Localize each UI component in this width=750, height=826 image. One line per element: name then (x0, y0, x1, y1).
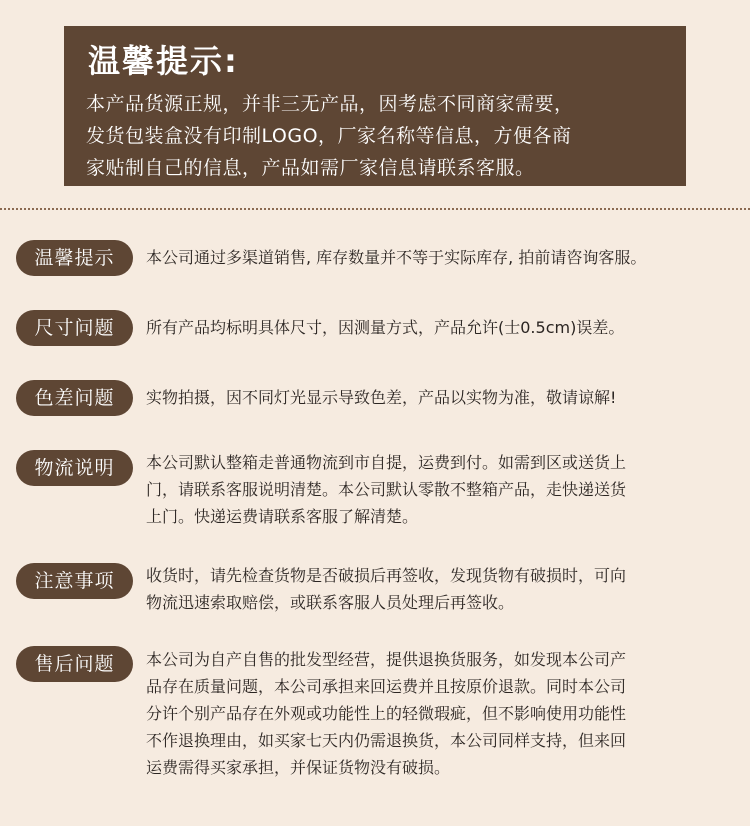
section-line: 运费需得买家承担，并保证货物没有破损。 (146, 758, 451, 777)
section-line: 门，请联系客服说明清楚。本公司默认零散不整箱产品，走快递送货 (146, 480, 627, 499)
notice-body (86, 88, 668, 184)
section-text (146, 244, 746, 271)
section-text (146, 562, 746, 616)
notice-title: 温馨提示: (88, 42, 239, 80)
section-line: 本公司通过多渠道销售, 库存数量并不等于实际库存, 拍前请咨询客服。 (146, 248, 647, 267)
notice-banner (64, 26, 686, 186)
section-text (146, 449, 746, 530)
section-line: 本公司为自产自售的批发型经营，提供退换货服务，如发现本公司产 (146, 650, 627, 669)
section-line: 物流迅速索取赔偿，或联系客服人员处理后再签收。 (146, 593, 515, 612)
section-line: 上门。快递运费请联系客服了解清楚。 (146, 507, 419, 526)
section-label: 温馨提示 (16, 240, 133, 276)
section-text (146, 384, 746, 411)
section-label: 尺寸问题 (16, 310, 133, 346)
section-label: 注意事项 (16, 563, 133, 599)
section-label: 物流说明 (16, 450, 133, 486)
section-line: 不作退换理由，如买家七天内仍需退换货，本公司同样支持，但来回 (146, 731, 627, 750)
section-line: 所有产品均标明具体尺寸，因测量方式，产品允许(士0.5cm)误差。 (146, 318, 625, 337)
section-line: 本公司默认整箱走普通物流到市自提，运费到付。如需到区或送货上 (146, 453, 627, 472)
section-text (146, 314, 746, 341)
section-label: 售后问题 (16, 646, 133, 682)
section-line: 分许个别产品存在外观或功能性上的轻微瑕疵，但不影响使用功能性 (146, 704, 627, 723)
dotted-divider (0, 208, 750, 210)
section-text (146, 646, 746, 781)
section-line: 实物拍摄，因不同灯光显示导致色差，产品以实物为准，敬请谅解! (146, 388, 617, 407)
notice-line: 发货包装盒没有印制LOGO，厂家名称等信息，方便各商 (86, 125, 572, 147)
notice-line: 本产品货源正规，并非三无产品，因考虑不同商家需要， (86, 93, 574, 115)
section-line: 收货时，请先检查货物是否破损后再签收，发现货物有破损时，可向 (146, 566, 627, 585)
section-line: 品存在质量问题，本公司承担来回运费并且按原价退款。同时本公司 (146, 677, 627, 696)
notice-line: 家贴制自己的信息，产品如需厂家信息请联系客服。 (86, 157, 535, 179)
section-label: 色差问题 (16, 380, 133, 416)
